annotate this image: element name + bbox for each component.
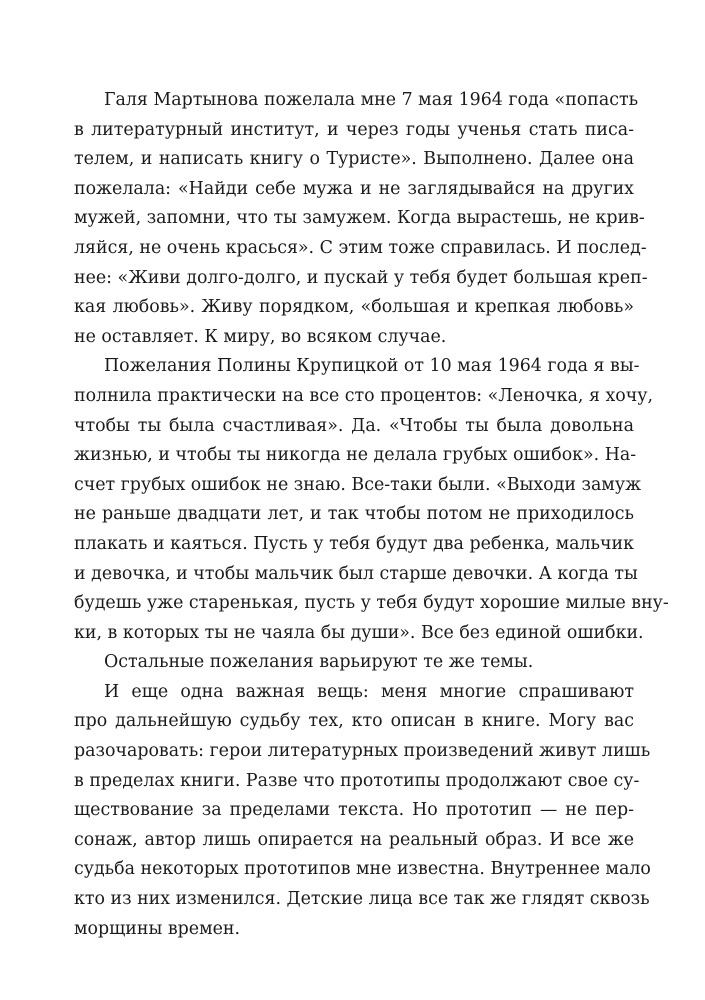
text-line: будешь уже старенькая, пусть у тебя будут хорошие милые вну-	[74, 593, 669, 614]
text-line: не оставляет. К миру, во всяком случае.	[74, 326, 447, 347]
text-line: не раньше двадцати лет, и так чтобы потом не приходилось	[74, 504, 634, 525]
text-line: пожелала: «Найди себе мужа и не заглядывайся на других	[74, 178, 634, 199]
text-line: И еще одна важная вещь: меня многие спрашивают	[104, 681, 634, 702]
text-line: ки, в которых ты не чаяла бы души». Все без единой ошибки.	[74, 622, 644, 643]
text-line: в литературный институт, и через годы ученья стать писа-	[74, 119, 634, 140]
text-line: полнила практически на все сто процентов: «Леночка, я хочу,	[74, 385, 653, 406]
text-line: нее: «Живи долго-долго, и пускай у тебя будет большая креп-	[74, 267, 648, 288]
text-line: судьба некоторых прототипов мне известна. Внутреннее мало	[74, 859, 651, 880]
paragraph	[74, 678, 651, 944]
text-line: ществование за пределами текста. Но прототип — не пер-	[74, 800, 634, 821]
text-line: морщины времен.	[74, 918, 241, 939]
text-line: ляйся, не очень красься». С этим тоже справилась. И послед-	[74, 237, 647, 258]
text-line: про дальнейшую судьбу тех, кто описан в книге. Могу вас	[74, 711, 634, 732]
text-line: мужей, запомни, что ты замужем. Когда вырастешь, не крив-	[74, 208, 645, 229]
text-line: Галя Мартынова пожелала мне 7 мая 1964 года «попасть	[104, 90, 639, 110]
text-line: чтобы ты была счастливая». Да. «Чтобы ты была довольна	[74, 415, 634, 436]
text-line: кто из них изменился. Детские лица все так же глядят сквозь	[74, 889, 650, 910]
paragraph	[74, 86, 648, 352]
text-line: Остальные пожелания варьируют те же темы.	[104, 652, 534, 673]
text-line: плакать и каяться. Пусть у тебя будут два ребенка, мальчик	[74, 533, 634, 554]
text-line: и девочка, и чтобы мальчик был старше девочки. А когда ты	[74, 563, 638, 584]
text-line: кая любовь». Живу порядком, «большая и крепкая любовь»	[74, 297, 634, 318]
text-line: жизнью, и чтобы ты никогда не делала грубых ошибок». На-	[74, 445, 637, 466]
text-line: счет грубых ошибок не знаю. Все-таки были. «Выходи замуж	[74, 474, 642, 495]
text-line: телем, и написать книгу о Туристе». Выполнено. Далее она	[74, 149, 634, 170]
text-line: Пожелания Полины Крупицкой от 10 мая 1964 года я вы-	[104, 356, 640, 377]
paragraph	[74, 352, 669, 648]
text-line: в пределах книги. Разве что прототипы продолжают свое су-	[74, 770, 640, 791]
book-page	[74, 86, 669, 944]
text-line: сонаж, автор лишь опирается на реальный образ. И все же	[74, 829, 634, 850]
text-line: разочаровать: герои литературных произведений живут лишь	[74, 741, 651, 762]
paragraph	[74, 648, 634, 678]
